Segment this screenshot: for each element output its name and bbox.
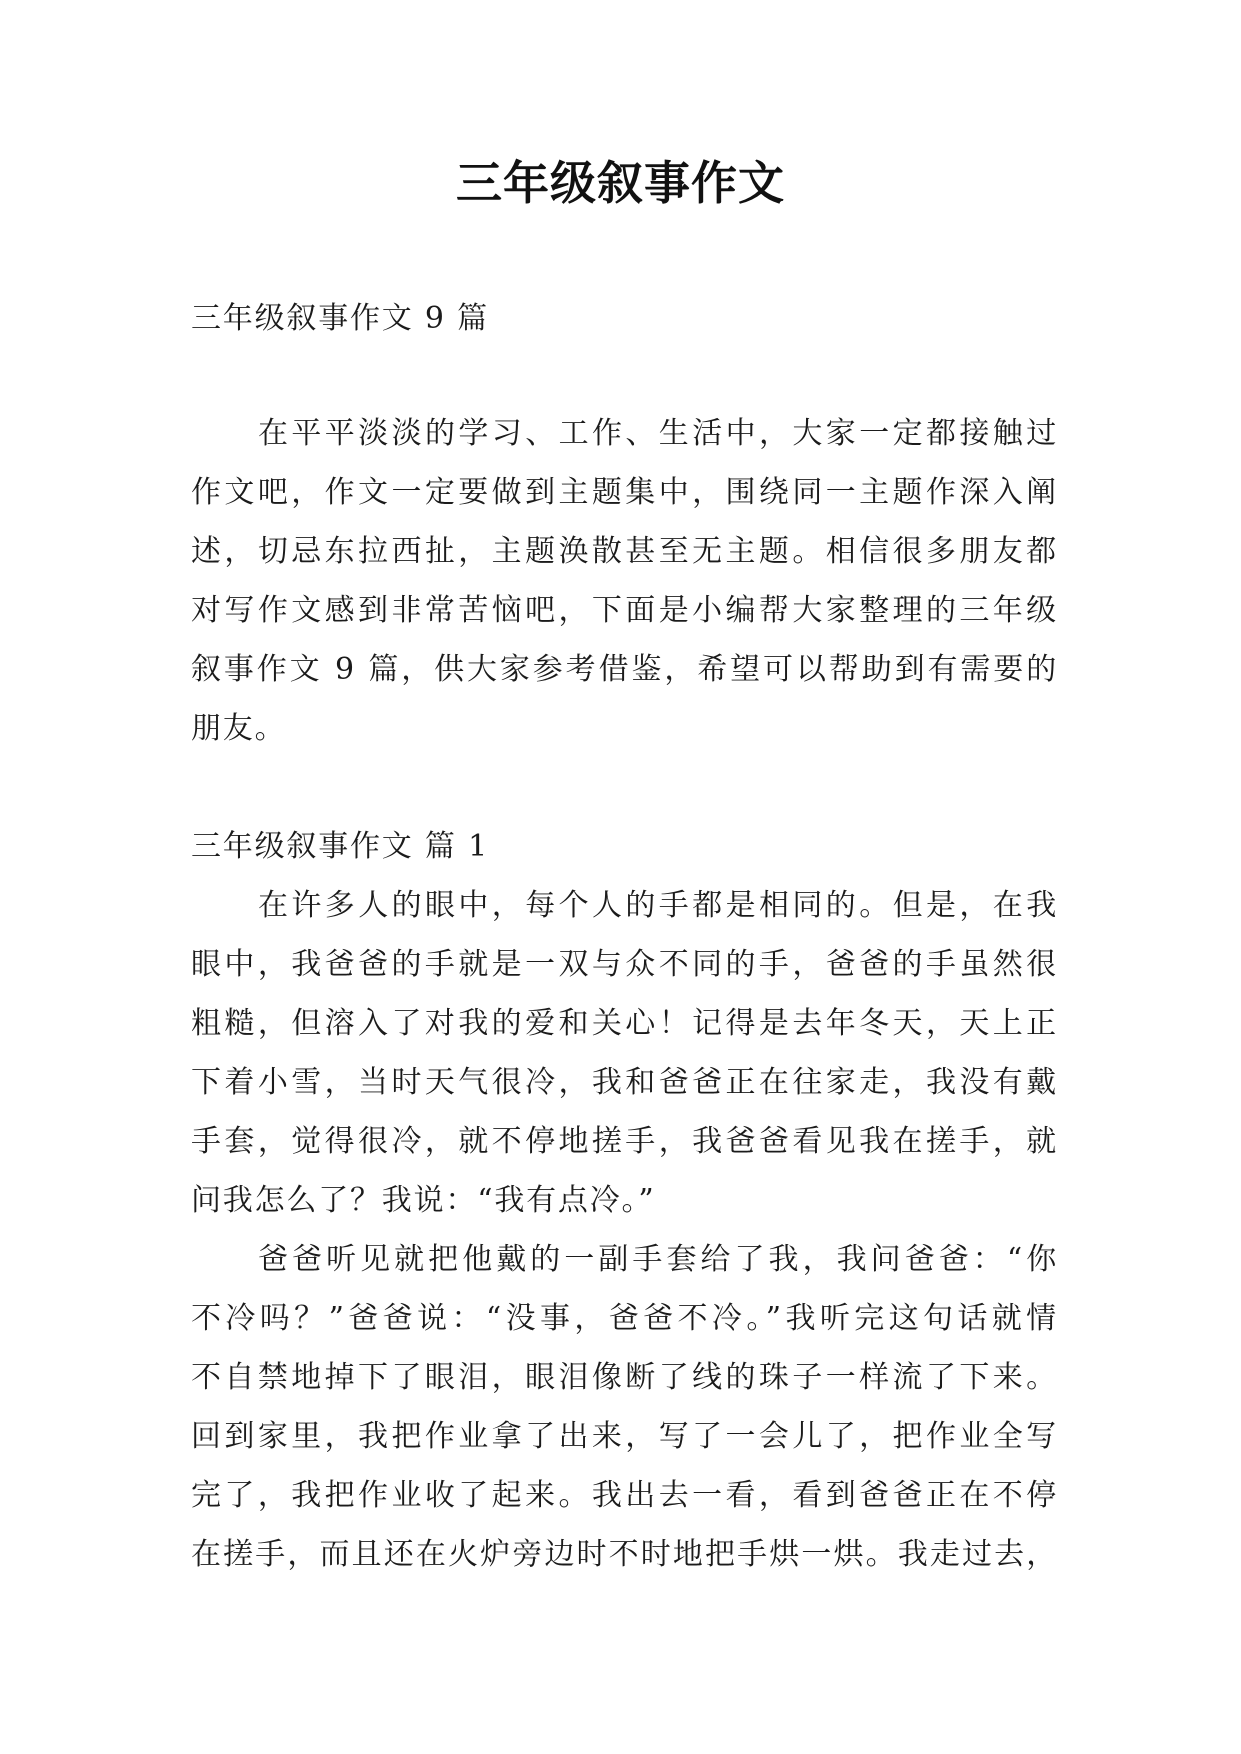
- paragraph-line: 作文吧，作文一定要做到主题集中，围绕同一主题作深入阐: [191, 475, 1058, 510]
- paragraph-line: 下着小雪，当时天气很冷，我和爸爸正在往家走，我没有戴: [191, 1065, 1058, 1100]
- paragraph-line: 爸爸听见就把他戴的一副手套给了我，我问爸爸：“你: [258, 1242, 1058, 1277]
- paragraph-line: 完了，我把作业收了起来。我出去一看，看到爸爸正在不停: [191, 1478, 1058, 1513]
- paragraph-line: 回到家里，我把作业拿了出来，写了一会儿了，把作业全写: [191, 1419, 1058, 1454]
- paragraph-line: 眼中，我爸爸的手就是一双与众不同的手，爸爸的手虽然很: [191, 947, 1058, 982]
- paragraph-line: 在平平淡淡的学习、工作、生活中，大家一定都接触过: [258, 416, 1058, 451]
- paragraph-line: 述，切忌东拉西扯，主题涣散甚至无主题。相信很多朋友都: [191, 534, 1058, 569]
- section-heading: 三年级叙事作文 篇 1: [191, 829, 489, 864]
- paragraph-line: 不自禁地掉下了眼泪，眼泪像断了线的珠子一样流了下来。: [191, 1360, 1058, 1395]
- story-paragraph-2: [191, 1230, 1058, 1584]
- story-paragraph-1: [191, 876, 1058, 1230]
- paragraph-line: 在搓手，而且还在火炉旁边时不时地把手烘一烘。我走过去，: [191, 1537, 1058, 1572]
- paragraph-line: 朋友。: [191, 711, 287, 746]
- document-title: 三年级叙事作文: [456, 156, 785, 210]
- document-subtitle: 三年级叙事作文 9 篇: [191, 301, 489, 336]
- paragraph-line: 手套，觉得很冷，就不停地搓手，我爸爸看见我在搓手，就: [191, 1124, 1058, 1159]
- paragraph-line: 不冷吗？”爸爸说：“没事，爸爸不冷。”我听完这句话就情: [191, 1301, 1058, 1336]
- paragraph-line: 对写作文感到非常苦恼吧，下面是小编帮大家整理的三年级: [191, 593, 1058, 628]
- paragraph-line: 问我怎么了？我说：“我有点冷。”: [191, 1183, 656, 1218]
- intro-paragraph: [191, 404, 1058, 758]
- paragraph-line: 粗糙，但溶入了对我的爱和关心！记得是去年冬天，天上正: [191, 1006, 1058, 1041]
- paragraph-line: 在许多人的眼中，每个人的手都是相同的。但是，在我: [258, 888, 1058, 923]
- document-body: [191, 289, 1058, 1584]
- paragraph-line: 叙事作文 9 篇，供大家参考借鉴，希望可以帮助到有需要的: [191, 652, 1058, 687]
